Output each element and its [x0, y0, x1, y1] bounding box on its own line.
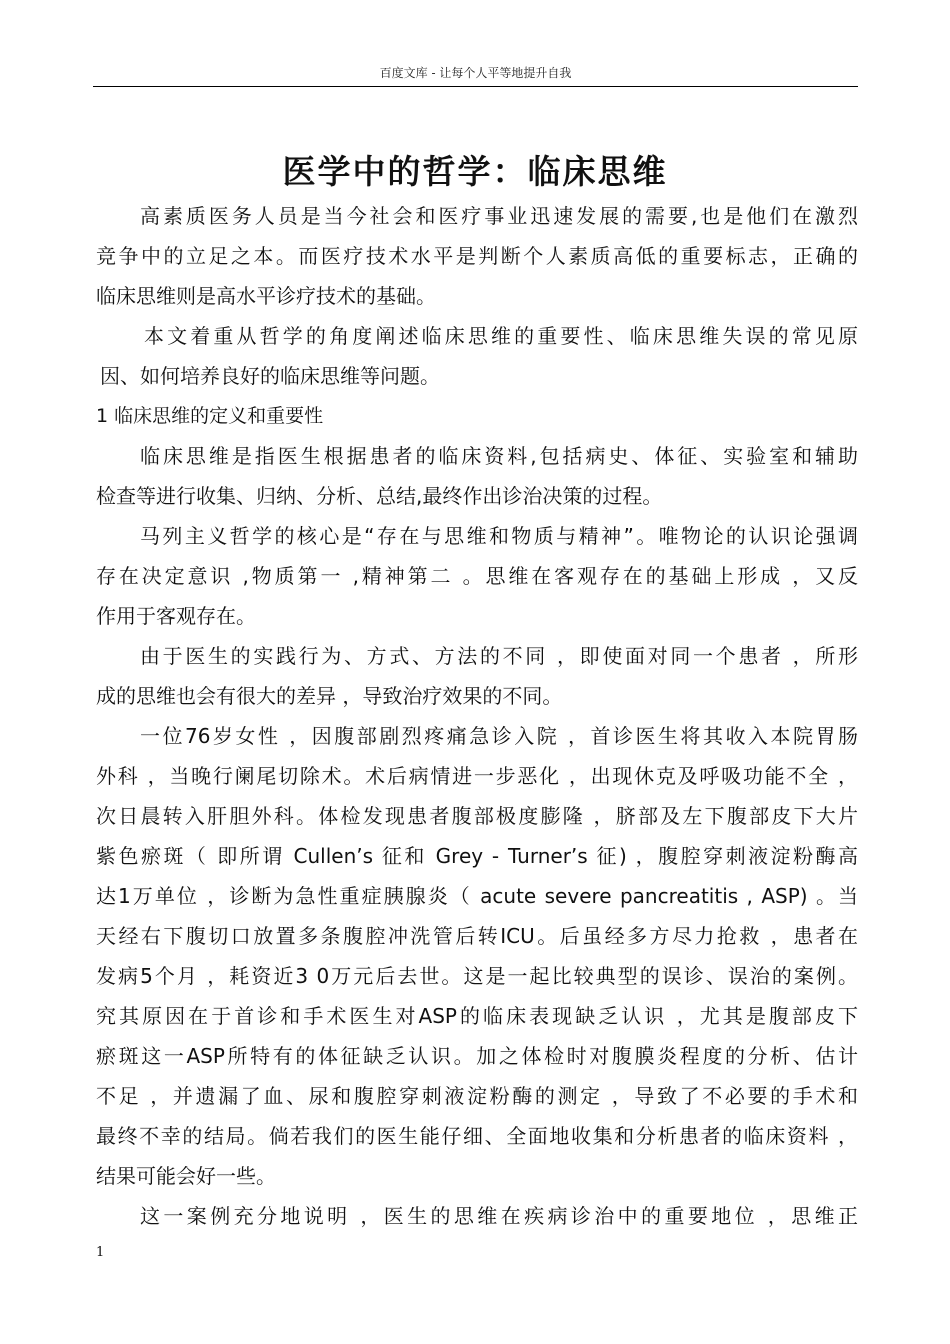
paragraph-line: 作用于客观存在。 [96, 604, 256, 628]
paragraph-line: 最终不幸的结局。倘若我们的医生能仔细、全面地收集和分析患者的临床资料 ， [96, 1124, 858, 1148]
paragraph-line: 成的思维也会有很大的差异 ，导致治疗效果的不同。 [96, 684, 563, 708]
paragraph-line: 存在决定意识 ,物质第一 ,精神第二 。思维在客观存在的基础上形成 ，又反 [96, 564, 858, 588]
section-heading: 1 临床思维的定义和重要性 [96, 405, 324, 427]
paragraph-line: 不足 ，并遗漏了血、尿和腹腔穿刺液淀粉酶的测定 ，导致了不必要的手术和 [96, 1084, 858, 1108]
paragraph-line: 临床思维则是高水平诊疗技术的基础。 [96, 284, 436, 308]
paragraph-line: 高素质医务人员是当今社会和医疗事业迅速发展的需要,也是他们在激烈 [140, 204, 858, 228]
paragraph-line: 这一案例充分地说明 ，医生的思维在疾病诊治中的重要地位 ，思维正 [140, 1204, 858, 1228]
paragraph-line: 结果可能会好一些。 [96, 1164, 276, 1188]
paragraph-line: 因、如何培养良好的临床思维等问题。 [100, 364, 440, 388]
document-title: 医学中的哲学：临床思维 [282, 152, 668, 191]
paragraph-line: 次日晨转入肝胆外科。体检发现患者腹部极度膨隆 ，脐部及左下腹部皮下大片 [96, 804, 858, 828]
paragraph-line: 发病5个月 ，耗资近3 0万元后去世。这是一起比较典型的误诊、误治的案例。 [96, 964, 858, 988]
paragraph-line: 紫色瘀斑（ 即所谓 Cullen’s 征和 Grey - Turner’s 征) ，腹腔穿刺液淀粉酶高 [96, 844, 858, 868]
paragraph-line: 本文着重从哲学的角度阐述临床思维的重要性、临床思维失误的常见原 [144, 324, 858, 348]
paragraph-line: 马列主义哲学的核心是“存在与思维和物质与精神”。唯物论的认识论强调 [140, 524, 858, 548]
paragraph-line: 达1万单位 ，诊断为急性重症胰腺炎（ acute severe pancreatitis , ASP) 。当 [96, 884, 858, 908]
page-number: 1 [96, 1245, 105, 1260]
paragraph-line: 检查等进行收集、归纳、分析、总结,最终作出诊治决策的过程。 [96, 484, 663, 508]
page-header: 百度文库 - 让每个人平等地提升自我 [93, 60, 858, 87]
document-body [96, 196, 858, 1236]
paragraph-line: 临床思维是指医生根据患者的临床资料,包括病史、体征、实验室和辅助 [140, 444, 858, 468]
paragraph-line: 瘀斑这一ASP所特有的体征缺乏认识。加之体检时对腹膜炎程度的分析、估计 [96, 1044, 858, 1068]
paragraph-line: 由于医生的实践行为、方式、方法的不同 ，即使面对同一个患者 ，所形 [140, 644, 858, 668]
paragraph-line: 一位76岁女性 ，因腹部剧烈疼痛急诊入院 ，首诊医生将其收入本院胃肠 [140, 724, 858, 748]
paragraph-line: 竞争中的立足之本。而医疗技术水平是判断个人素质高低的重要标志，正确的 [96, 244, 858, 268]
paragraph-line: 究其原因在于首诊和手术医生对ASP的临床表现缺乏认识 ，尤其是腹部皮下 [96, 1004, 858, 1028]
paragraph-line: 外科 ，当晚行阑尾切除术。术后病情进一步恶化 ，出现休克及呼吸功能不全 ， [96, 764, 858, 788]
paragraph-line: 天经右下腹切口放置多条腹腔冲洗管后转ICU。后虽经多方尽力抢救 ，患者在 [96, 924, 858, 948]
